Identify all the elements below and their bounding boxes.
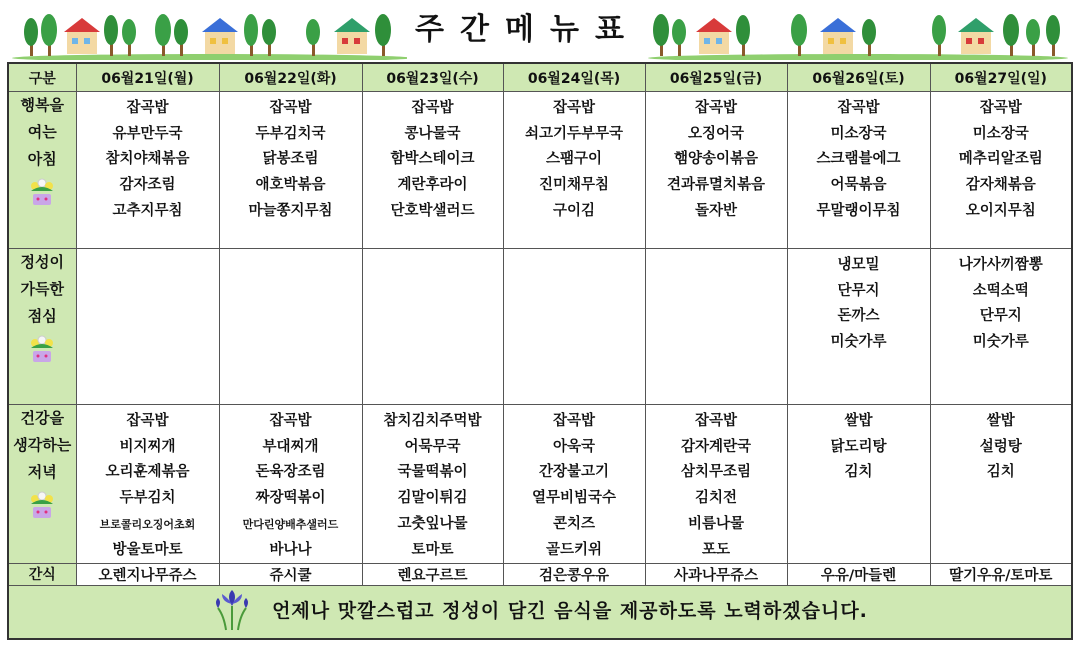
menu-item: 콘치즈	[552, 515, 596, 532]
menu-item: 비지찌개	[119, 438, 176, 455]
menu-item: 어묵볶음	[830, 177, 887, 194]
day-header-row	[8, 63, 1072, 92]
footer-row	[8, 586, 1072, 640]
footer-cell	[8, 586, 1072, 640]
menu-item: 잡곡밥	[552, 100, 596, 116]
day-header: 06월26일(토)	[787, 63, 930, 92]
menu-item: 비름나물	[687, 515, 745, 532]
footer-message: 언제나 맛깔스럽고 정성이 담긴 음식을 제공하도록 노력하겠습니다.	[272, 599, 868, 622]
banner	[0, 0, 1078, 62]
menu-cell	[930, 405, 1072, 564]
menu-item-list	[646, 249, 787, 253]
snack-cell: 딸기우유/토마토	[930, 564, 1072, 586]
meal-label-line: 행복을	[20, 96, 64, 114]
menu-item-list	[504, 92, 645, 225]
menu-item: 김치	[986, 464, 1015, 481]
snack-cell: 쥬시쿨	[219, 564, 362, 586]
menu-cell	[219, 92, 362, 249]
menu-cell	[362, 92, 503, 249]
meal-label-line: 정성이	[20, 253, 64, 271]
menu-item: 미숫가루	[972, 334, 1029, 351]
menu-cell	[503, 249, 645, 405]
flower-pot-icon	[27, 490, 57, 520]
menu-item: 감자계란국	[680, 438, 752, 455]
menu-item-list	[931, 249, 1072, 356]
menu-item: 만다린양배추샐러드	[242, 517, 339, 531]
menu-cell	[362, 249, 503, 405]
menu-item: 견과류멸치볶음	[666, 177, 766, 194]
menu-item: 메추리알조림	[958, 151, 1043, 168]
menu-item: 잡곡밥	[694, 413, 738, 429]
menu-item: 미숫가루	[830, 334, 887, 351]
day-header-sunday: 06월27일(일)	[930, 63, 1072, 92]
menu-item: 아욱국	[552, 438, 596, 455]
menu-item: 잡곡밥	[269, 413, 312, 429]
menu-cell	[787, 405, 930, 564]
meal-label-line: 가득한	[20, 280, 64, 298]
menu-item: 단무지	[837, 282, 880, 299]
meal-row-dinner	[8, 405, 1072, 564]
menu-item: 미소장국	[972, 125, 1029, 142]
menu-item: 햄양송이볶음	[673, 151, 759, 168]
menu-item: 오징어국	[687, 125, 745, 142]
menu-item: 삼치무조림	[680, 464, 752, 481]
menu-item: 쌀밥	[986, 413, 1015, 429]
menu-item: 돈육장조림	[255, 464, 326, 481]
menu-item: 마늘쫑지무침	[248, 202, 333, 219]
menu-cell	[503, 92, 645, 249]
menu-item: 고춧잎나물	[397, 515, 468, 532]
flower-pot-icon	[27, 334, 57, 364]
day-header: 06월21일(월)	[76, 63, 219, 92]
menu-cell	[787, 92, 930, 249]
menu-cell	[362, 405, 503, 564]
menu-item: 돌자반	[694, 202, 738, 219]
menu-item: 쌀밥	[844, 413, 873, 429]
menu-item: 어묵무국	[404, 438, 461, 455]
menu-item: 국물떡볶이	[397, 464, 468, 481]
village-scene-left-illustration	[12, 8, 407, 60]
menu-cell	[76, 92, 219, 249]
snack-row	[8, 564, 1072, 586]
menu-cell	[503, 405, 645, 564]
tree-icon	[24, 14, 57, 56]
meal-row-breakfast	[8, 92, 1072, 249]
menu-item-list	[788, 249, 930, 356]
house-icon	[64, 18, 100, 54]
menu-item: 참치김치주먹밥	[383, 413, 482, 429]
meal-label-line: 여는	[27, 123, 57, 141]
menu-item-list	[363, 249, 503, 253]
menu-cell	[930, 92, 1072, 249]
snack-label: 간식	[8, 564, 76, 586]
menu-item: 바나나	[269, 541, 312, 558]
menu-item-list	[363, 405, 503, 563]
menu-cell	[76, 405, 219, 564]
menu-item: 잡곡밥	[269, 100, 312, 116]
menu-item-list	[931, 405, 1072, 486]
menu-item: 잡곡밥	[411, 100, 454, 116]
menu-item: 두부김치국	[255, 125, 326, 142]
menu-item-list	[220, 249, 362, 253]
day-header: 06월25일(금)	[645, 63, 787, 92]
meal-label-dinner	[8, 405, 76, 564]
menu-cell	[930, 249, 1072, 405]
menu-item-list	[931, 92, 1072, 225]
meal-row-lunch	[8, 249, 1072, 405]
menu-item-list	[220, 405, 362, 563]
meal-label-line: 생각하는	[13, 436, 72, 454]
menu-item: 구이김	[552, 202, 596, 219]
snack-cell: 사과나무쥬스	[645, 564, 787, 586]
day-header: 06월22일(화)	[219, 63, 362, 92]
menu-item-list	[77, 249, 219, 253]
menu-cell	[219, 249, 362, 405]
menu-item: 김치	[844, 464, 873, 481]
menu-item: 간장불고기	[538, 464, 610, 481]
menu-item: 감자채볶음	[965, 177, 1036, 194]
menu-cell	[645, 249, 787, 405]
menu-item: 포도	[701, 541, 730, 558]
snack-cell: 검은콩우유	[503, 564, 645, 586]
day-header: 06월23일(수)	[362, 63, 503, 92]
menu-item: 스팸구이	[545, 151, 603, 168]
menu-item-list	[220, 92, 362, 225]
menu-item: 애호박볶음	[255, 177, 326, 194]
meal-label-line: 점심	[27, 307, 57, 325]
menu-item: 닭봉조림	[262, 151, 319, 168]
menu-item: 잡곡밥	[126, 100, 169, 116]
menu-item: 유부만두국	[112, 125, 183, 142]
menu-item: 콩나물국	[404, 125, 461, 142]
menu-cell	[787, 249, 930, 405]
menu-item: 잡곡밥	[126, 413, 169, 429]
menu-item: 잡곡밥	[694, 100, 738, 116]
menu-cell	[219, 405, 362, 564]
menu-item: 고추지무침	[112, 202, 183, 219]
menu-item: 골드키위	[545, 541, 603, 558]
menu-cell	[76, 249, 219, 405]
meal-label-breakfast	[8, 92, 76, 249]
menu-item: 잡곡밥	[837, 100, 880, 116]
menu-item: 닭도리탕	[830, 438, 887, 455]
menu-cell	[645, 92, 787, 249]
menu-item: 짜장떡볶이	[255, 490, 326, 507]
menu-item: 참치야채볶음	[105, 151, 190, 168]
menu-item: 설렁탕	[979, 438, 1022, 455]
menu-item: 쇠고기두부무국	[524, 125, 624, 142]
menu-item: 방울토마토	[112, 541, 183, 558]
menu-cell	[645, 405, 787, 564]
menu-item: 미소장국	[830, 125, 887, 142]
menu-item: 열무비빔국수	[531, 490, 617, 507]
menu-item-list	[77, 405, 219, 563]
snack-cell: 렌요구르트	[362, 564, 503, 586]
day-header: 06월24일(목)	[503, 63, 645, 92]
menu-item: 오이지무침	[965, 202, 1036, 219]
menu-item: 잡곡밥	[552, 413, 596, 429]
menu-item: 진미채무침	[538, 177, 610, 194]
menu-item-list	[504, 405, 645, 563]
menu-item: 계란후라이	[397, 177, 468, 194]
menu-item-list	[788, 92, 930, 225]
page-title: 주간메뉴표	[415, 12, 640, 47]
menu-item: 오리훈제볶음	[105, 464, 190, 481]
category-header: 구분	[8, 63, 76, 92]
meal-label-line: 저녁	[27, 463, 57, 481]
menu-item: 김말이튀김	[397, 490, 468, 507]
menu-item: 스크램블에그	[816, 151, 901, 168]
menu-item: 소떡소떡	[972, 282, 1029, 299]
menu-item: 냉모밀	[837, 257, 880, 273]
meal-label-line: 건강을	[20, 409, 64, 427]
meal-label-lunch	[8, 249, 76, 405]
menu-item: 단호박샐러드	[390, 202, 475, 219]
menu-item: 단무지	[979, 308, 1022, 325]
menu-item-list	[646, 405, 787, 563]
menu-item: 브로콜리오징어초회	[99, 517, 196, 531]
menu-item: 감자조림	[119, 177, 176, 194]
menu-item-list	[646, 92, 787, 225]
menu-item: 나가사끼짬뽕	[958, 257, 1043, 273]
village-scene-right-illustration	[648, 8, 1068, 60]
menu-item: 함박스테이크	[390, 151, 475, 168]
menu-item-list	[504, 249, 645, 253]
menu-item-list	[788, 405, 930, 486]
menu-item: 부대찌개	[262, 438, 319, 455]
menu-item: 잡곡밥	[979, 100, 1022, 116]
menu-item: 토마토	[411, 541, 454, 558]
snack-cell: 우유/마들렌	[787, 564, 930, 586]
menu-item-list	[77, 92, 219, 225]
menu-item: 돈까스	[837, 308, 880, 325]
flower-pot-icon	[27, 177, 57, 207]
weekly-menu-table	[7, 62, 1073, 640]
snack-cell: 오렌지나무쥬스	[76, 564, 219, 586]
menu-item: 김치전	[694, 490, 738, 507]
iris-flower-icon	[212, 586, 252, 632]
menu-item: 무말랭이무침	[816, 202, 901, 219]
meal-label-line: 아침	[27, 150, 57, 168]
menu-item: 두부김치	[119, 490, 176, 507]
menu-item-list	[363, 92, 503, 225]
